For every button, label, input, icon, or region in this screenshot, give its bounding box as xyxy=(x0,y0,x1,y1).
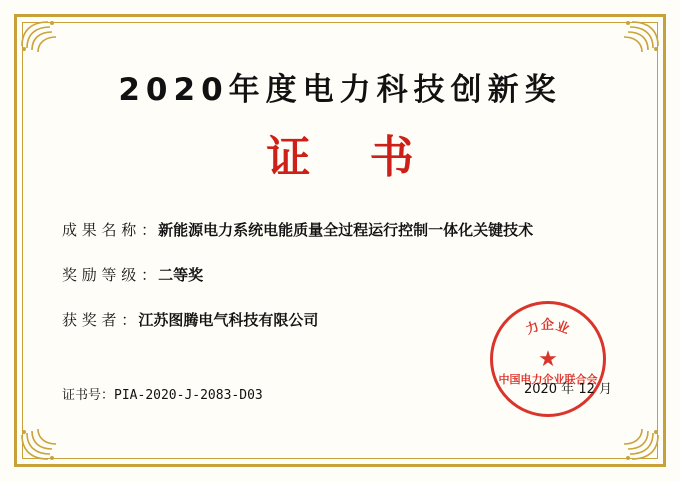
svg-text:力企业: 力企业 xyxy=(523,318,573,338)
certificate-number xyxy=(62,384,263,403)
field-award-level xyxy=(62,264,640,285)
certificate-content xyxy=(40,36,640,445)
certificate-title: 2020年度电力科技创新奖 xyxy=(118,72,562,108)
issue-date: 2020 年 12 月 xyxy=(523,382,612,397)
seal-organization-name: 中国电力企业联合会 xyxy=(498,373,598,386)
field-label: 奖 励 等 级 ： xyxy=(62,266,157,284)
official-seal xyxy=(490,301,606,417)
certificate-number-value: PIA-2020-J-2083-D03 xyxy=(114,388,263,403)
field-value: 新能源电力系统电能质量全过程运行控制一体化关键技术 xyxy=(158,221,534,239)
field-label: 成 果 名 称 ： xyxy=(62,221,157,239)
certificate-number-label: 证书号： xyxy=(62,388,115,403)
field-value: 江苏图腾电气科技有限公司 xyxy=(138,311,319,329)
field-label: 获 奖 者 ： xyxy=(62,311,137,329)
star-icon: ★ xyxy=(538,346,558,371)
certificate-subtitle: 证 书 xyxy=(266,132,436,183)
field-achievement-name xyxy=(62,219,640,240)
field-value: 二等奖 xyxy=(158,266,204,284)
